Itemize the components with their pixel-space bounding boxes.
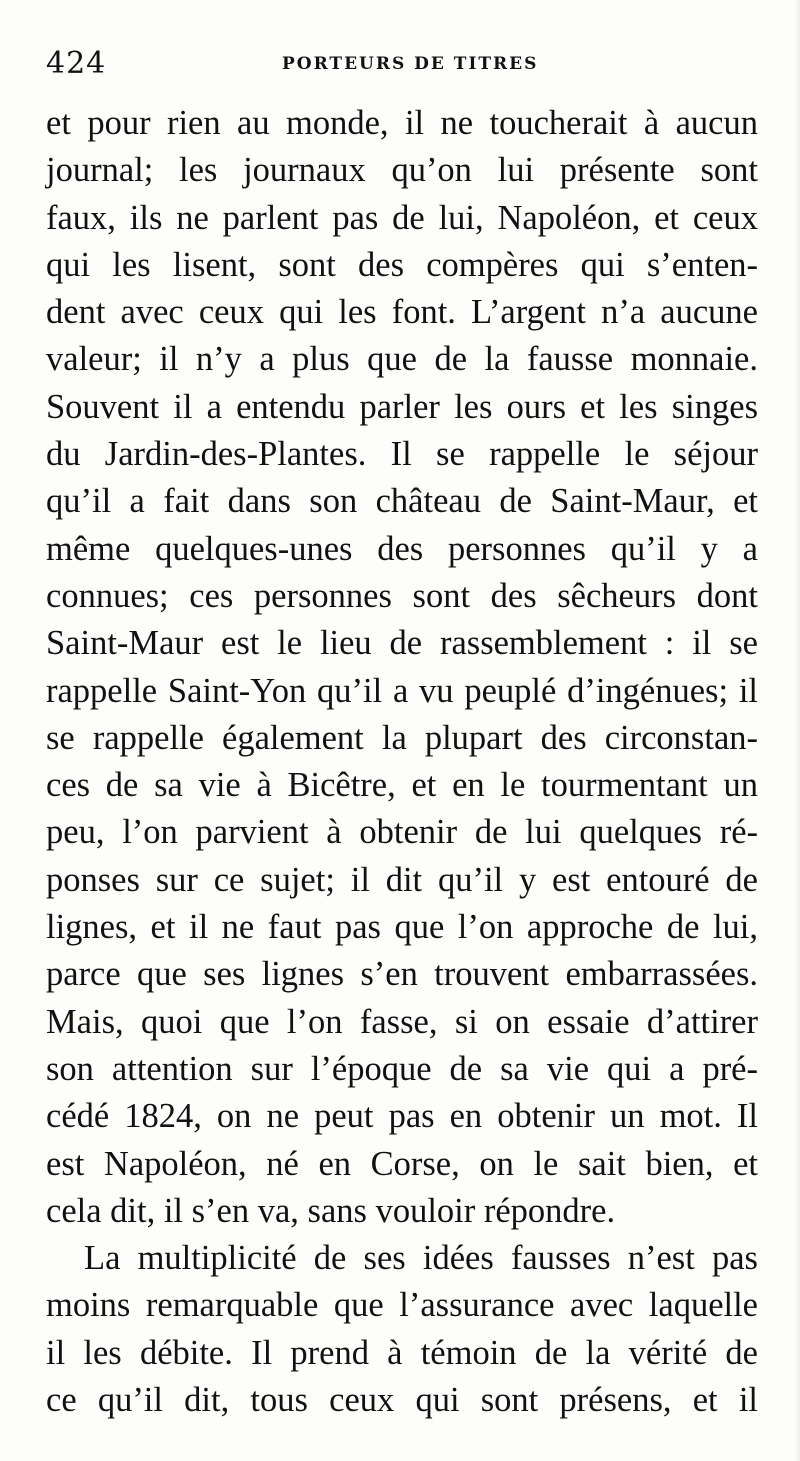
text-line: qui les lisent, sont des compères qui s’enten-	[46, 245, 758, 284]
text-line-paragraph-start: La multiplicité de ses idées fausses n’est pas	[84, 1239, 758, 1278]
text-line: moins remarquable que l’assurance avec laquelle	[46, 1286, 758, 1325]
page-number: 424	[46, 46, 107, 81]
text-line: dent avec ceux qui les font. L’argent n’a aucune	[46, 293, 758, 332]
text-line-paragraph-end: cela dit, il s’en va, sans vouloir répondre.	[46, 1191, 616, 1230]
running-head: PORTEURS DE TITRES	[282, 54, 539, 74]
text-line: journal; les journaux qu’on lui présente sont	[46, 151, 758, 190]
text-line: ces de sa vie à Bicêtre, et en le tourmentant un	[46, 766, 758, 805]
text-line: ce qu’il dit, tous ceux qui sont présens, et il	[46, 1381, 758, 1420]
text-line: ponses sur ce sujet; il dit qu’il y est entouré de	[46, 860, 758, 899]
text-line: parce que ses lignes s’en trouvent embarrassées.	[46, 955, 758, 994]
text-line: il les débite. Il prend à témoin de la vérité de	[46, 1333, 758, 1372]
text-line: Mais, quoi que l’on fasse, si on essaie d’attirer	[46, 1002, 758, 1041]
text-line: connues; ces personnes sont des sêcheurs dont	[46, 576, 758, 615]
text-line: cédé 1824, on ne peut pas en obtenir un mot. Il	[46, 1097, 758, 1136]
text-line: est Napoléon, né en Corse, on le sait bien, et	[46, 1144, 758, 1183]
text-line: se rappelle également la plupart des circonstan-	[46, 718, 758, 757]
text-line: son attention sur l’époque de sa vie qui a pré-	[46, 1049, 758, 1088]
text-line: même quelques-unes des personnes qu’il y a	[46, 529, 758, 568]
text-line: et pour rien au monde, il ne toucherait à aucun	[46, 104, 758, 142]
text-line: Saint-Maur est le lieu de rassemblement : il se	[46, 624, 758, 663]
body-text	[46, 100, 758, 1424]
text-line: faux, ils ne parlent pas de lui, Napoléon, et ceux	[46, 198, 758, 237]
text-line: valeur; il n’y a plus que de la fausse monnaie.	[46, 340, 758, 379]
page-header	[46, 44, 758, 84]
page-edge-shadow	[794, 0, 800, 1461]
text-line: qu’il a fait dans son château de Saint-Maur, et	[46, 482, 758, 521]
text-line: rappelle Saint-Yon qu’il a vu peuplé d’ingénues; il	[46, 671, 758, 710]
text-line: Souvent il a entendu parler les ours et les singes	[46, 387, 758, 426]
text-line: peu, l’on parvient à obtenir de lui quelques ré-	[46, 813, 758, 852]
text-line: lignes, et il ne faut pas que l’on approche de lui,	[46, 908, 758, 947]
text-line: du Jardin-des-Plantes. Il se rappelle le séjour	[46, 435, 758, 474]
